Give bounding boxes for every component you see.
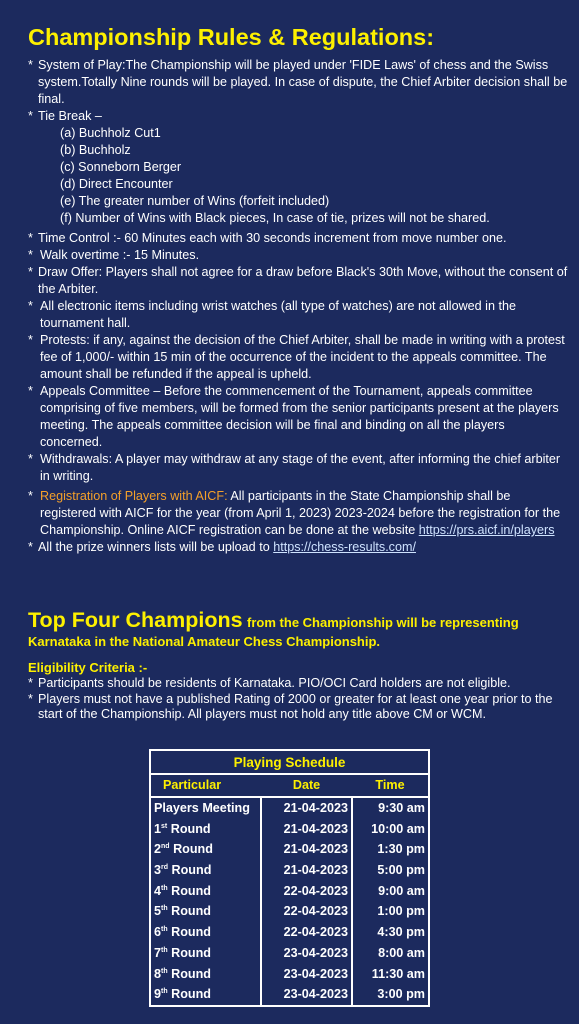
schedule-row [150,922,429,943]
schedule-particular: 8th Round [150,963,261,984]
schedule-time: 1:00 pm [377,904,425,919]
tie-break-item: (b) Buchholz [60,143,131,157]
schedule-date: 21-04-2023 [261,797,352,819]
rule-appeals: * Appeals Committee – Before the commencement of the Tournament, appeals committee comprising of five members, will be formed from the senior participants present at the players meeting. The appeals committee decision will be final and binding on all the players concerned. [28,384,559,449]
playing-schedule-table [149,749,430,1007]
schedule-particular: Players Meeting [150,797,261,819]
schedule-row [150,943,429,964]
rule-draw-offer: * Draw Offer: Players shall not agree for a draw before Black's 30th Move, without the consent of the Arbiter. [28,265,568,296]
schedule-date: 22-04-2023 [261,922,352,943]
rule-walk-overtime: * Walk overtime :- 15 Minutes. [28,248,200,262]
schedule-time: 10:00 am [371,821,425,836]
rule-tie-break: * Tie Break – [28,109,102,123]
rule-prize-winners: * All the prize winners lists will be upload to https://chess-results.com/ [28,540,416,554]
tie-break-item: (d) Direct Encounter [60,177,173,191]
page-title: Championship Rules & Regulations: [28,24,435,50]
chess-results-link[interactable]: https://chess-results.com/ [273,540,416,554]
rule-time-control: * Time Control :- 60 Minutes each with 30 seconds increment from move number one. [28,231,507,245]
schedule-row [150,901,429,922]
header-date: Date [261,774,352,797]
schedule-time: 11:30 am [371,966,425,981]
schedule-time: 5:00 pm [377,863,425,878]
rule-withdrawals: * Withdrawals: A player may withdraw at any stage of the event, after informing the chief arbiter in writing. [28,452,561,483]
schedule-row [150,963,429,984]
schedule-time: 9:00 am [378,883,425,898]
registration-label: Registration of Players with AICF: [40,489,228,503]
schedule-date: 21-04-2023 [261,818,352,839]
schedule-row [150,860,429,881]
champions-line2: Karnataka in the National Amateur Chess Championship. [28,634,381,649]
schedule-row [150,984,429,1006]
schedule-particular: 1st Round [150,818,261,839]
schedule-date: 23-04-2023 [261,943,352,964]
schedule-particular: 5th Round [150,901,261,922]
schedule-row [150,818,429,839]
schedule-row [150,880,429,901]
schedule-time: 4:30 pm [377,925,425,940]
rule-system-of-play: * System of Play:The Championship will be played under 'FIDE Laws' of chess and the Swiss system.Totally Nine rounds will be played. In case of dispute, the Chief Arbiter decision shall be final. [28,58,568,106]
schedule-time: 1:30 pm [377,842,425,857]
schedule-particular: 9th Round [150,984,261,1006]
champions-heading: Top Four Champions [28,608,243,632]
eligibility-list [28,676,568,723]
tie-break-item: (e) The greater number of Wins (forfeit included) [60,194,330,208]
schedule-header-row [150,774,429,797]
rule-electronic-items: * All electronic items including wrist watches (all type of watches) are not allowed in the tournament hall. [28,299,516,330]
eligibility-heading: Eligibility Criteria :- [28,660,148,675]
schedule-particular: 3rd Round [150,860,261,881]
schedule-particular: 4th Round [150,880,261,901]
schedule-date: 22-04-2023 [261,880,352,901]
eligibility-item: * Players must not have a published Rating of 2000 or greater for at least one year prior to the start of the Championship. All players must not hold any title above CM or WCM. [28,691,553,721]
schedule-row [150,797,429,819]
schedule-particular: 6th Round [150,922,261,943]
schedule-time: 9:30 am [378,801,425,816]
schedule-time: 8:00 am [378,945,425,960]
eligibility-item: * Participants should be residents of Karnataka. PIO/OCI Card holders are not eligible. [28,676,511,690]
aicf-link[interactable]: https://prs.aicf.in/players [418,523,555,537]
schedule-row [150,839,429,860]
champions-banner [28,608,568,649]
tie-break-item: (f) Number of Wins with Black pieces, In case of tie, prizes will not be shared. [60,211,490,225]
schedule-particular: 7th Round [150,943,261,964]
schedule-date: 21-04-2023 [261,839,352,860]
rule-registration: * Registration of Players with AICF: All participants in the State Championship shall be registered with AICF for the year (from April 1, 2023) 2023-2024 before the registration for the Championship. Online AICF registration can be done at the website https://prs.aicf.in/players [28,489,561,537]
champions-subtext: from the Championship will be representing [247,615,519,630]
tie-break-item: (a) Buchholz Cut1 [60,126,161,140]
schedule-title: Playing Schedule [150,750,429,774]
rules-list [28,57,568,556]
header-time: Time [352,774,429,797]
header-particular: Particular [150,774,261,797]
tie-break-item: (c) Sonneborn Berger [60,160,182,174]
tie-break-list [28,125,568,227]
schedule-date: 21-04-2023 [261,860,352,881]
schedule-particular: 2nd Round [150,839,261,860]
schedule-time: 3:00 pm [377,987,425,1002]
schedule-date: 23-04-2023 [261,984,352,1006]
schedule-date: 23-04-2023 [261,963,352,984]
schedule-date: 22-04-2023 [261,901,352,922]
rule-protests: * Protests: if any, against the decision of the Chief Arbiter, shall be made in writing with a protest fee of 1,000/- within 15 min of the occurrence of the incident to the appeals committee. The amount shall be refunded if the appeal is upheld. [28,333,565,381]
